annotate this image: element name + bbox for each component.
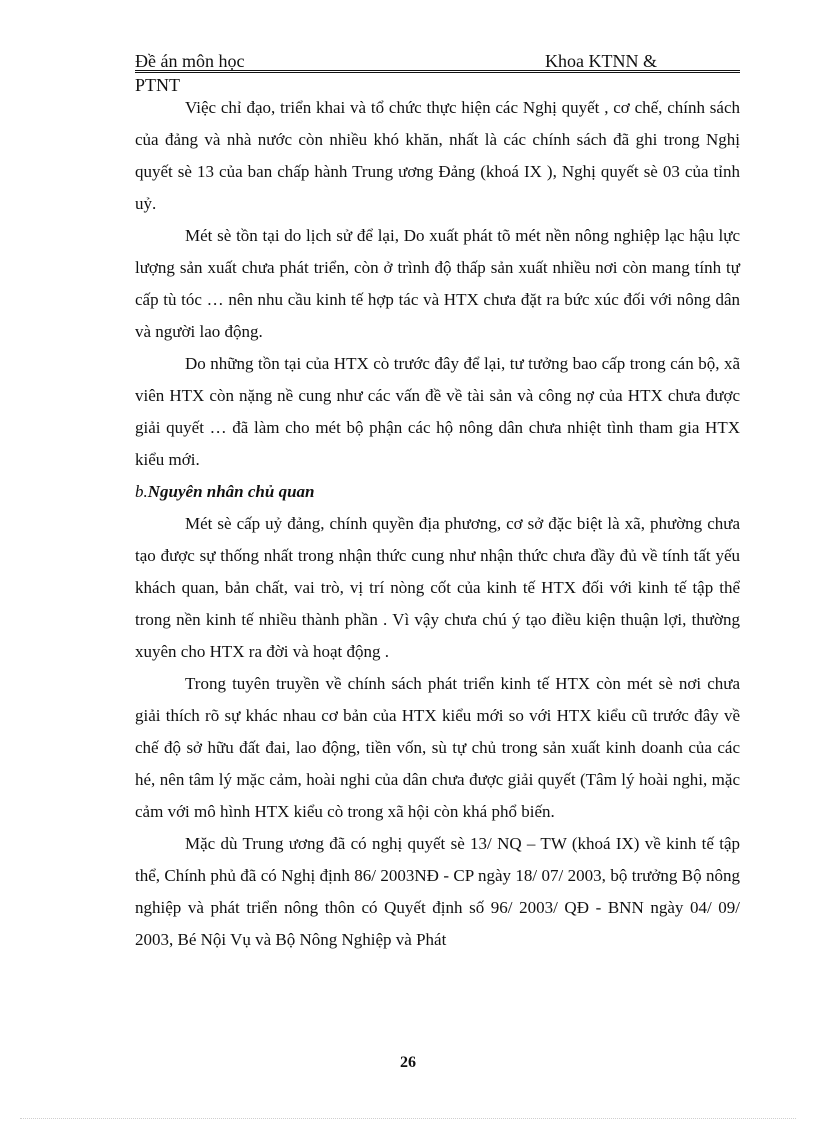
page-bottom-divider <box>20 1118 796 1119</box>
paragraph: Mét sè tồn tại do lịch sử để lại, Do xuất phát tõ mét nền nông nghiệp lạc hậu lực lượng sản xuất chưa phát triển, còn ở trình độ thấp sản xuất nhiều nơi còn mang tính tự cấp tù tóc … nên nhu cầu kinh tế hợp tác và HTX chưa đặt ra bức xúc đối với nông dân và người lao động. <box>135 226 740 341</box>
header-course-title: Đề án môn học <box>135 51 245 71</box>
paragraph: Việc chỉ đạo, triển khai và tổ chức thực hiện các Nghị quyết , cơ chế, chính sách của đảng và nhà nước còn nhiều khó khăn, nhất là các chính sách đã ghi trong Nghị quyết sè 13 của ban chấp hành Trung ương Đảng (khoá IX ), Nghị quyết sè 03 của tỉnh uỷ. <box>135 98 740 213</box>
paragraph: Mặc dù Trung ương đã có nghị quyết sè 13/ NQ – TW (khoá IX) về kinh tế tập thể, Chính phủ đã có Nghị định 86/ 2003NĐ - CP ngày 18/ 07/ 2003, bộ trưởng Bộ nông nghiệp và phát triển nông thôn có Quyết định số 96/ 2003/ QĐ - BNN ngày 04/ 09/ 2003, Bé Nội Vụ và Bộ Nông Nghiệp và Phát <box>135 834 740 949</box>
header-department: Khoa KTNN & <box>545 51 657 71</box>
paragraph: Mét sè cấp uỷ đảng, chính quyền địa phương, cơ sở đặc biệt là xã, phường chưa tạo được sự thống nhất trong nhận thức cung như nhận thức chưa đầy đủ về tính tất yếu khách quan, bản chất, vai trò, vị trí nòng cốt của kinh tế HTX đối với kinh tế tập thể trong nền kinh tế nhiều thành phần . Vì vậy chưa chú ý tạo điều kiện thuận lợi, thường xuyên cho HTX ra đời và hoạt động . <box>135 514 740 661</box>
subheading-text: Nguyên nhân chủ quan <box>147 482 315 501</box>
header-department-continuation: PTNT <box>135 75 180 95</box>
document-body <box>135 92 740 956</box>
page-header <box>135 50 740 72</box>
page-number: 26 <box>400 1054 416 1071</box>
section-subheading <box>135 476 740 508</box>
paragraph: Do những tồn tại của HTX cò trước đây để lại, tư tưởng bao cấp trong cán bộ, xã viên HTX còn nặng nề cung như các vấn đề về tài sản và công nợ của HTX chưa được giải quyết … đã làm cho mét bộ phận các hộ nông dân chưa nhiệt tình tham gia HTX kiểu mới. <box>135 354 740 469</box>
paragraph: Trong tuyên truyền về chính sách phát triển kinh tế HTX còn mét sè nơi chưa giải thích rõ sự khác nhau cơ bản của HTX kiểu mới so với HTX kiểu cũ trước đây về chế độ sở hữu đất đai, lao động, tiền vốn, sù tự chủ trong sản xuất kinh doanh của các hé, nên tâm lý mặc cảm, hoài nghi của dân chưa được giải quyết (Tâm lý hoài nghi, mặc cảm với mô hình HTX kiểu cò trong xã hội còn khá phổ biến. <box>135 674 740 821</box>
subheading-prefix: b. <box>135 482 148 501</box>
header-rule <box>135 70 740 73</box>
